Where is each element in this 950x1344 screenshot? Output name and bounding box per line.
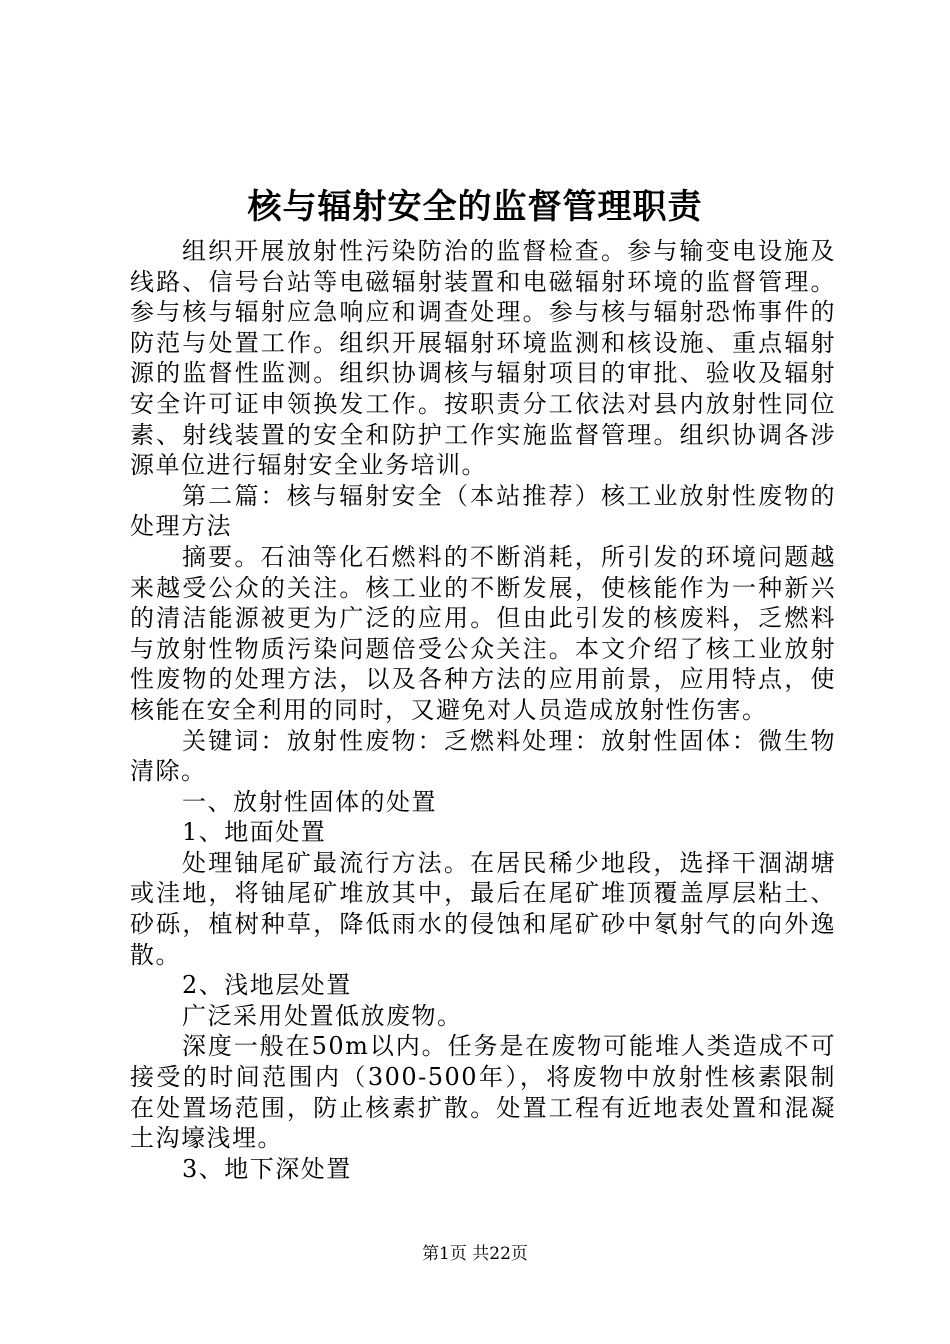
paragraph-shallow-disposal-usage: 广泛采用处置低放废物。 <box>182 1001 463 1030</box>
document-body <box>130 236 836 1184</box>
subsection-heading-shallow-disposal: 2、浅地层处置 <box>182 971 352 1000</box>
paragraph-duties: 组织开展放射性污染防治的监督检查。参与输变电设施及线路、信号台站等电磁辐射装置和电磁辐射环境的监督管理。参与核与辐射应急响应和调查处理。参与核与辐射恐怖事件的防范与处置工作。组织开展辐射环境监测和核设施、重点辐射源的监督性监测。组织协调核与辐射项目的审批、验收及辐射安全许可证申领换发工作。按职责分工依法对县内放射性同位素、射线装置的安全和防护工作实施监督管理。组织协调各涉源单位进行辐射安全业务培训。 <box>130 237 836 480</box>
subsection-heading-surface-disposal: 1、地面处置 <box>182 818 327 847</box>
paragraph-shallow-disposal-depth: 深度一般在50m以内。任务是在废物可能堆人类造成不可接受的时间范围内（300-500年），将废物中放射性核素限制在处置场范围，防止核素扩散。处置工程有近地表处置和混凝土沟壕浅埋。 <box>130 1032 836 1153</box>
page-number-footer: 第1页 共22页 <box>422 1244 528 1264</box>
section-heading-solid-disposal: 一、放射性固体的处置 <box>182 787 437 816</box>
paragraph-surface-disposal: 处理铀尾矿最流行方法。在居民稀少地段，选择干涸湖塘或洼地，将铀尾矿堆放其中，最后在尾矿堆顶覆盖厚层粘土、砂砾，植树种草，降低雨水的侵蚀和尾矿砂中氡射气的向外逸散。 <box>130 848 836 969</box>
subsection-heading-deep-disposal: 3、地下深处置 <box>182 1154 352 1183</box>
paragraph-second-article-heading: 第二篇：核与辐射安全（本站推荐）核工业放射性废物的处理方法 <box>130 481 836 541</box>
document-title: 核与辐射安全的监督管理职责 <box>247 187 703 227</box>
paragraph-abstract: 摘要。石油等化石燃料的不断消耗，所引发的环境问题越来越受公众的关注。核工业的不断发展，使核能作为一种新兴的清洁能源被更为广泛的应用。但由此引发的核废料，乏燃料与放射性物质污染问题倍受公众关注。本文介绍了核工业放射性废物的处理方法，以及各种方法的应用前景，应用特点，使核能在安全利用的同时，又避免对人员造成放射性伤害。 <box>130 542 836 724</box>
paragraph-keywords: 关键词：放射性废物：乏燃料处理：放射性固体：微生物清除。 <box>130 726 836 786</box>
